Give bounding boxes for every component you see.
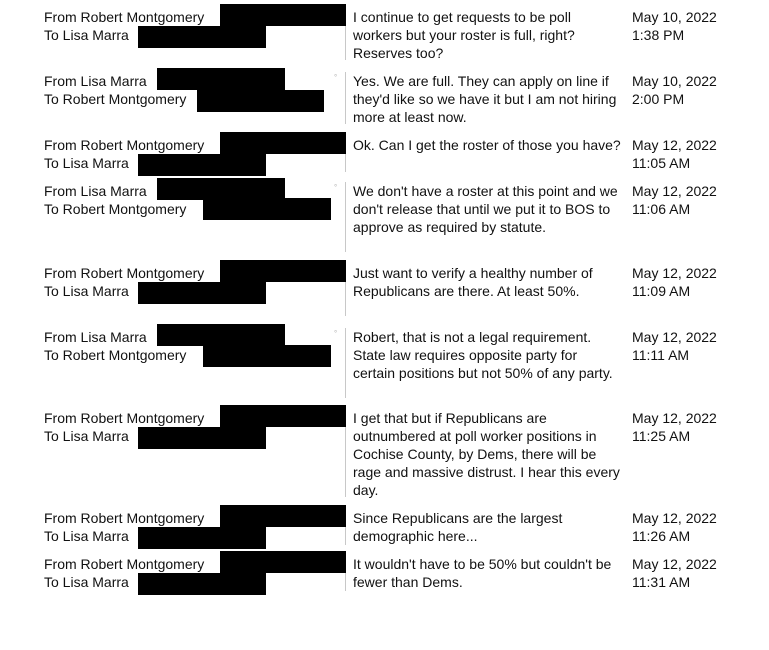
message-date: May 12, 2022	[632, 137, 717, 153]
recipient-line: To Lisa Marra	[44, 27, 129, 43]
column-divider	[345, 182, 346, 252]
redaction-bar	[157, 68, 285, 90]
recipient-line: To Robert Montgomery	[44, 91, 187, 107]
message-text: Ok. Can I get the roster of those you have?	[353, 137, 621, 153]
recipient-line: To Lisa Marra	[44, 528, 129, 544]
redaction-bar	[197, 90, 324, 112]
message-date: May 10, 2022	[632, 9, 717, 25]
sender-line: From Robert Montgomery	[44, 556, 205, 572]
redaction-bar	[220, 260, 346, 282]
sender-line: From Lisa Marra	[44, 329, 147, 345]
sender-line: From Robert Montgomery	[44, 9, 205, 25]
sender-line: From Lisa Marra	[44, 73, 147, 89]
redaction-bar	[157, 324, 285, 346]
message-time: 11:31 AM	[632, 574, 691, 590]
message-time: 11:05 AM	[632, 155, 691, 171]
redaction-bar	[157, 178, 285, 200]
recipient-line: To Robert Montgomery	[44, 347, 187, 363]
message-time: 11:06 AM	[632, 201, 691, 217]
message-text: I continue to get requests to be poll workers but your roster is full, right? Reserves too?	[353, 9, 575, 61]
message-timestamp	[632, 72, 762, 108]
message-timestamp	[632, 509, 762, 545]
redaction-bar	[203, 198, 331, 220]
recipient-line: To Lisa Marra	[44, 283, 129, 299]
sender-line: From Robert Montgomery	[44, 410, 205, 426]
message-timestamp	[632, 409, 762, 445]
redaction-bar	[138, 527, 266, 549]
message-timestamp	[632, 555, 762, 591]
redaction-bar	[220, 132, 346, 154]
message-time: 2:00 PM	[632, 91, 685, 107]
message-timestamp	[632, 264, 762, 300]
message-text: Since Republicans are the largest demographic here...	[353, 510, 563, 544]
message-date: May 12, 2022	[632, 510, 717, 526]
message-timestamp	[632, 328, 762, 364]
sender-line: From Robert Montgomery	[44, 265, 205, 281]
redaction-bar	[138, 282, 266, 304]
redaction-bar	[138, 154, 266, 176]
sender-line: From Lisa Marra	[44, 183, 147, 199]
message-text: Yes. We are full. They can apply on line if they'd like so we have it but I am not hiring more at least now.	[353, 73, 617, 125]
message-text: Robert, that is not a legal requirement. State law requires opposite party for certain positions but not 50% of any party.	[353, 329, 613, 381]
message-text: We don't have a roster at this point and we don't release that until we put it to BOS to approve as required by statute.	[353, 183, 618, 235]
row-mark: °	[334, 73, 338, 82]
message-text: I get that but if Republicans are outnumbered at poll worker positions in Cochise County, by Dems, there will be rage and massive distrust. I hear this every day.	[353, 410, 620, 498]
message-timestamp	[632, 8, 762, 44]
message-time: 1:38 PM	[632, 27, 685, 43]
sender-line: From Robert Montgomery	[44, 510, 205, 526]
message-time: 11:26 AM	[632, 528, 691, 544]
message-text: Just want to verify a healthy number of Republicans are there. At least 50%.	[353, 265, 593, 299]
message-date: May 12, 2022	[632, 183, 717, 199]
message-text: It wouldn't have to be 50% but couldn't be fewer than Dems.	[353, 556, 612, 590]
column-divider	[345, 72, 346, 124]
message-timestamp	[632, 136, 762, 172]
redaction-bar	[138, 427, 266, 449]
message-date: May 12, 2022	[632, 329, 717, 345]
message-date: May 12, 2022	[632, 265, 717, 281]
sender-line: From Robert Montgomery	[44, 137, 205, 153]
message-timestamp	[632, 182, 762, 218]
redaction-bar	[220, 551, 346, 573]
redaction-bar	[203, 345, 331, 367]
redaction-bar	[220, 505, 346, 527]
message-date: May 10, 2022	[632, 73, 717, 89]
message-date: May 12, 2022	[632, 556, 717, 572]
redaction-bar	[138, 26, 266, 48]
redaction-bar	[220, 4, 346, 26]
row-mark: °	[334, 183, 338, 192]
column-divider	[345, 328, 346, 398]
row-mark: °	[334, 329, 338, 338]
redaction-bar	[220, 405, 346, 427]
recipient-line: To Lisa Marra	[44, 155, 129, 171]
message-time: 11:11 AM	[632, 347, 690, 363]
recipient-line: To Robert Montgomery	[44, 201, 187, 217]
recipient-line: To Lisa Marra	[44, 574, 129, 590]
message-time: 11:25 AM	[632, 428, 691, 444]
message-date: May 12, 2022	[632, 410, 717, 426]
recipient-line: To Lisa Marra	[44, 428, 129, 444]
redaction-bar	[138, 573, 266, 595]
message-time: 11:09 AM	[632, 283, 691, 299]
